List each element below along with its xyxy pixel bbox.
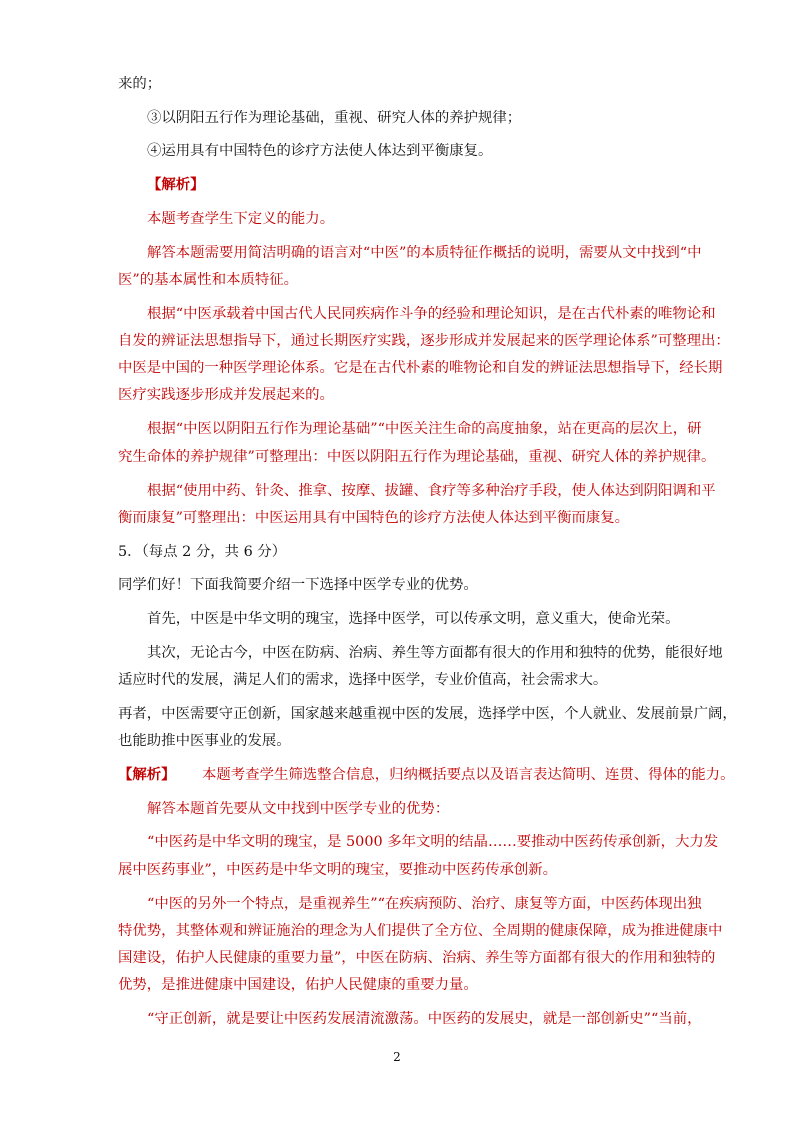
text-line: 适应时代的发展，满足人们的需求，选择中医学，专业价值高，社会需求大。 (118, 672, 608, 688)
text-line: 也能助推中医事业的发展。 (118, 733, 291, 749)
question-number: 5．（每点 2 分，共 6 分） (118, 544, 287, 560)
text-line: ④运用具有中国特色的诊疗方法使人体达到平衡康复。 (147, 143, 493, 159)
text-line: 医”的基本属性和本质特征。 (118, 272, 299, 288)
text-line: 根据“中医以阴阳五行作为理论基础”“中医关注生命的高度抽象，站在更高的层次上，研 (147, 421, 702, 437)
text-line: 国建设，佑护人民健康的重要力量”，中医在防病、治病、养生等方面都有很大的作用和独特的 (118, 950, 716, 966)
text-line: 解答本题首先要从文中找到中医学专业的优势： (147, 801, 450, 817)
text-line: 本题考查学生下定义的能力。 (147, 211, 335, 227)
text-line: “中医的另外一个特点，是重视养生”“在疾病预防、治疗、康复等方面，中医药体现出独 (147, 896, 702, 912)
text-line: 首先，中医是中华文明的瑰宝，选择中医学，可以传承文明，意义重大，使命光荣。 (147, 611, 680, 627)
text-line: ③以阴阳五行作为理论基础，重视、研究人体的养护规律； (147, 110, 522, 126)
text-line: 中医是中国的一种医学理论体系。它是在古代朴素的唯物论和自发的辨证法思想指导下，经长期 (118, 360, 723, 376)
text-line: 特优势，其整体观和辨证施治的理念为人们提供了全方位、全周期的健康保障，成为推进健康中 (118, 923, 723, 939)
text-line: 根据“使用中药、针灸、推拿、按摩、拔罐、食疗等多种治疗手段，使人体达到阴阳调和平 (147, 483, 716, 499)
text-line: 再者，中医需要守正创新，国家越来越重视中医的发展，选择学中医，个人就业、发展前景广阔， (118, 706, 737, 722)
page-number: 2 (393, 1050, 401, 1064)
analysis-heading: 【解析】 (118, 766, 176, 783)
text-line: 解答本题需要用简洁明确的语言对“中医”的本质特征作概括的说明，需要从文中找到“中 (147, 245, 702, 261)
text-line: 衡而康复”可整理出：中医运用具有中国特色的诊疗方法使人体达到平衡而康复。 (118, 510, 630, 526)
text-line: 根据“中医承载着中国古代人民同疾病作斗争的经验和理论知识，是在古代朴素的唯物论和 (147, 306, 716, 322)
text-line: 本题考查学生筛选整合信息，归纳概括要点以及语言表达简明、连贯、得体的能力。 (202, 767, 735, 783)
text-line: 同学们好！下面我简要介绍一下选择中医学专业的优势。 (118, 577, 478, 593)
text-line: “中医药是中华文明的瑰宝，是 5000 多年文明的结晶……要推动中医药传承创新，大力发 (147, 834, 719, 850)
analysis-heading: 【解析】 (147, 176, 205, 193)
text-line: 医疗实践逐步形成并发展起来的。 (118, 387, 334, 403)
text-line: 来的； (118, 76, 162, 92)
text-line: 展中医药事业”，中医药是中华文明的瑰宝，要推动中医药传承创新。 (118, 862, 558, 878)
text-line: 优势，是推进健康中国建设，佑护人民健康的重要力量。 (118, 977, 478, 993)
text-line: 究生命体的养护规律”可整理出：中医以阴阳五行作为理论基础，重视、研究人体的养护规律。 (118, 449, 716, 465)
text-line: 其次，无论古今，中医在防病、治病、养生等方面都有很大的作用和独特的优势，能很好地 (147, 645, 723, 661)
text-line: 自发的辨证法思想指导下，通过长期医疗实践，逐步形成并发展起来的医学理论体系”可整理出： (118, 333, 730, 349)
text-line: “守正创新，就是要让中医药发展清流激荡。中医药的发展史，就是一部创新史”“当前， (147, 1011, 702, 1027)
